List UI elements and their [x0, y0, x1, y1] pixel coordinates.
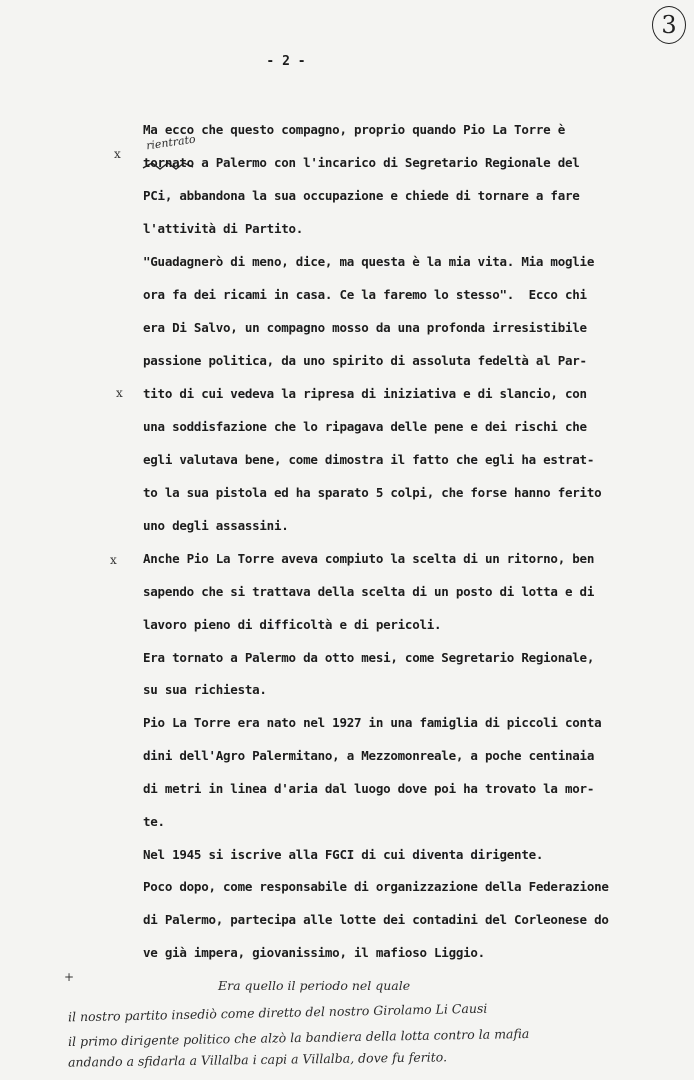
margin-mark-x: x: [116, 386, 123, 400]
body-line: ora fa dei ricami in casa. Ce la faremo lo stesso". Ecco chi: [143, 287, 587, 302]
body-line: una soddisfazione che lo ripagava delle pene e dei rischi che: [143, 419, 587, 434]
body-line: era Di Salvo, un compagno mosso da una profonda irresistibile: [143, 320, 587, 335]
body-line: Ma ecco che questo compagno, proprio quando Pio La Torre è: [143, 122, 565, 137]
body-line: di Palermo, partecipa alle lotte dei contadini del Corleonese do: [143, 912, 609, 927]
body-line: lavoro pieno di difficoltà e di pericoli.: [143, 617, 442, 632]
handwritten-line: il primo dirigente politico che alzò la bandiera della lotta contro la mafia: [67, 1025, 530, 1050]
body-line: sapendo che si trattava della scelta di un posto di lotta e di: [143, 584, 595, 599]
body-line: Poco dopo, come responsabile di organizzazione della Federazione: [143, 879, 609, 894]
body-line: tornato a Palermo con l'incarico di Segretario Regionale del: [143, 155, 580, 170]
body-line: te.: [143, 814, 165, 829]
circled-page-number: 3: [652, 6, 686, 44]
body-line: PCi, abbandona la sua occupazione e chiede di tornare a fare: [143, 188, 580, 203]
body-line: su sua richiesta.: [143, 682, 267, 697]
margin-mark-x: x: [114, 147, 121, 161]
body-line: tito di cui vedeva la ripresa di iniziativa e di slancio, con: [143, 386, 587, 401]
body-line: "Guadagnerò di meno, dice, ma questa è la mia vita. Mia moglie: [143, 254, 595, 269]
handwritten-line: andando a sfidarla a Villalba i capi a Villalba, dove fu ferito.: [67, 1049, 448, 1070]
handwritten-line: Era quello il periodo nel quale: [218, 978, 411, 993]
body-line: di metri in linea d'aria dal luogo dove poi ha trovato la mor-: [143, 781, 595, 796]
body-line: uno degli assassini.: [143, 518, 289, 533]
margin-mark-plus: +: [64, 970, 75, 984]
body-line: Era tornato a Palermo da otto mesi, come Segretario Regionale,: [143, 650, 595, 665]
body-line: Pio La Torre era nato nel 1927 in una famiglia di piccoli conta: [143, 715, 602, 730]
body-line: egli valutava bene, come dimostra il fatto che egli ha estrat-: [143, 452, 595, 467]
body-line: to la sua pistola ed ha sparato 5 colpi, che forse hanno ferito: [143, 485, 602, 500]
body-line: dini dell'Agro Palermitano, a Mezzomonreale, a poche centinaia: [143, 748, 595, 763]
body-line: ve già impera, giovanissimo, il mafioso Liggio.: [143, 945, 485, 960]
page-header: - 2 -: [266, 54, 306, 69]
body-line: l'attività di Partito.: [143, 221, 304, 236]
body-line: passione politica, da uno spirito di assoluta fedeltà al Par-: [143, 353, 587, 368]
handwritten-line: il nostro partito insediò come diretto del nostro Girolamo Li Causi: [67, 1000, 488, 1025]
handwritten-insert: rientrato: [145, 132, 197, 153]
body-line: Anche Pio La Torre aveva compiuto la scelta di un ritorno, ben: [143, 551, 595, 566]
body-line: Nel 1945 si iscrive alla FGCI di cui diventa dirigente.: [143, 847, 544, 862]
margin-mark-x: x: [110, 553, 117, 567]
